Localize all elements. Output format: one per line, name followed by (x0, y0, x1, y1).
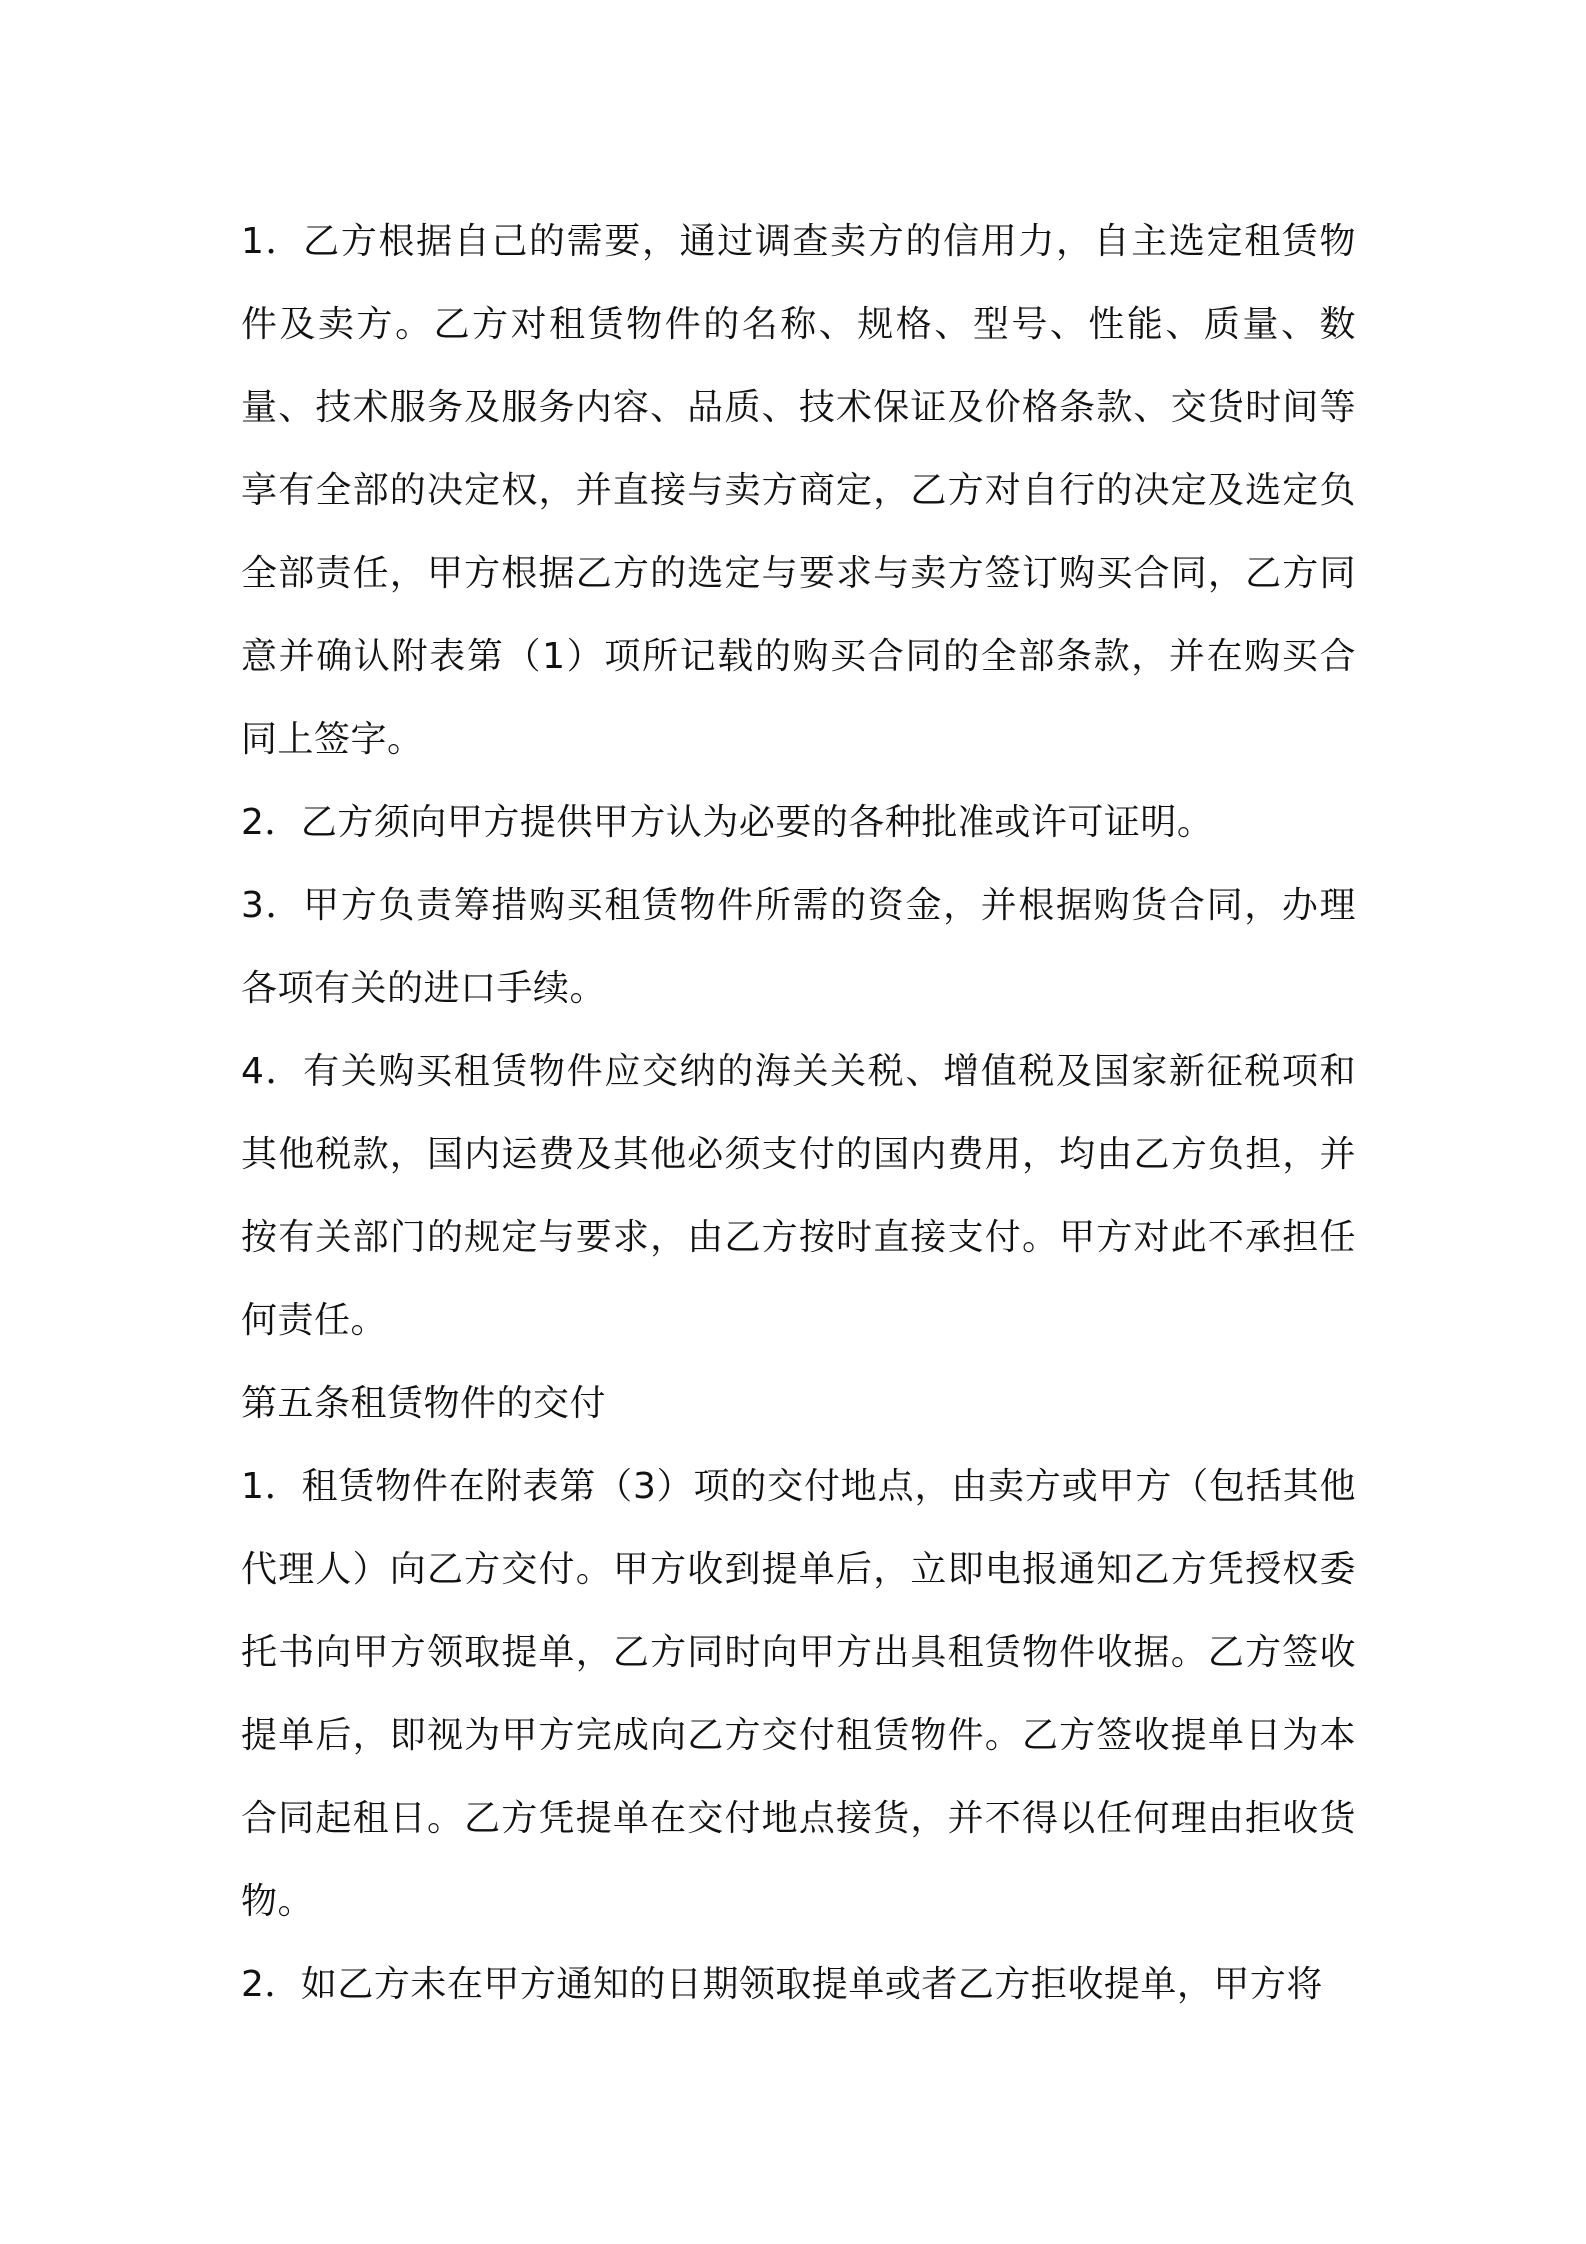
delivery-clause-2-paragraph: 2．如乙方未在甲方通知的日期领取提单或者乙方拒收提单，甲方将 (241, 1964, 1323, 2005)
clause-4-paragraph: 4．有关购买租赁物件应交纳的海关关税、增值税及国家新征税项和其他税款，国内运费及其他必须支付的国内费用，均由乙方负担，并按有关部门的规定与要求，由乙方按时直接支付。甲方对此不承担任何责任。 (241, 1051, 1356, 1341)
delivery-clause-1-paragraph: 1．租赁物件在附表第（3）项的交付地点，由卖方或甲方（包括其他代理人）向乙方交付。甲方收到提单后，立即电报通知乙方凭授权委托书向甲方领取提单，乙方同时向甲方出具租赁物件收据。乙方签收提单后，即视为甲方完成向乙方交付租赁物件。乙方签收提单日为本合同起租日。乙方凭提单在交付地点接货，并不得以任何理由拒收货物。 (241, 1466, 1356, 1922)
document-body (241, 200, 1356, 2026)
clause-1-paragraph: 1．乙方根据自己的需要，通过调查卖方的信用力，自主选定租赁物件及卖方。乙方对租赁物件的名称、规格、型号、性能、质量、数量、技术服务及服务内容、品质、技术保证及价格条款、交货时间等享有全部的决定权，并直接与卖方商定，乙方对自行的决定及选定负全部责任，甲方根据乙方的选定与要求与卖方签订购买合同，乙方同意并确认附表第（1）项所记载的购买合同的全部条款，并在购买合同上签字。 (241, 221, 1356, 760)
section-heading: 第五条租赁物件的交付 (241, 1383, 607, 1424)
clause-2-paragraph: 2．乙方须向甲方提供甲方认为必要的各种批准或许可证明。 (241, 802, 1214, 843)
clause-3-paragraph: 3．甲方负责筹措购买租赁物件所需的资金，并根据购货合同，办理各项有关的进口手续。 (241, 885, 1356, 1009)
